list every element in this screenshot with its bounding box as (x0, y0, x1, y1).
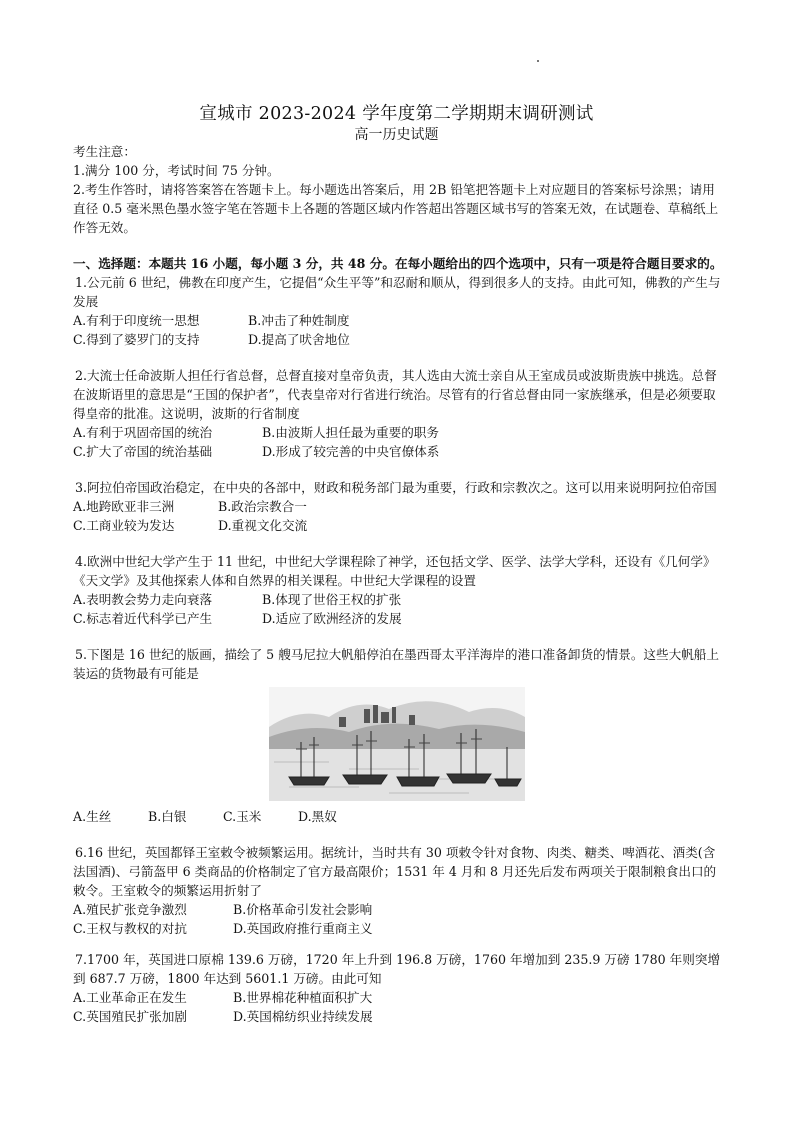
question-7-option-b: B.世界棉花种植面积扩大 (233, 990, 373, 1005)
question-2-option-a: A.有利于巩固帝国的统治 (73, 425, 213, 440)
question-5-stem: 5.下图是 16 世纪的版画，描绘了 5 艘马尼拉大帆船停泊在墨西哥太平洋海岸的港口准备卸货的情景。这些大帆船上装运的货物最有可能是 (73, 647, 719, 681)
question-5-option-c: C.玉米 (223, 809, 262, 824)
galleon-engraving-image (269, 687, 525, 801)
question-2-options-row-2 (73, 442, 725, 461)
question-6-stem: 6.16 世纪，英国都铎王室敕令被频繁运用。据统计，当时共有 30 项敕令针对食物、肉类、糖类、啤酒花、酒类(含法国酒)、弓箭盔甲 6 类商品的价格制定了官方最高限价；1531 年 4 月和 8 月还先后发布两项关于限制粮食出口的敕令。王室敕令的频繁运用折射了 (73, 845, 717, 898)
question-4-options-row-2 (73, 609, 725, 628)
question-4-option-a: A.表明教会势力走向衰落 (73, 592, 213, 607)
section-1-heading: 一、选择题：本题共 16 小题，每小题 3 分，共 48 分。在每小题给出的四个选项中，只有一项是符合题目要求的。 (73, 256, 723, 271)
question-1-option-c: C.得到了婆罗门的支持 (73, 332, 200, 347)
question-6-option-d: D.英国政府推行重商主义 (233, 921, 373, 936)
question-5-option-b: B.白银 (148, 809, 187, 824)
page-subtitle: 高一历史试题 (354, 127, 439, 143)
question-3-stem: 3.阿拉伯帝国政治稳定，在中央的各部中，财政和税务部门最为重要，行政和宗教次之。这可以用来说明阿拉伯帝国 (75, 480, 717, 495)
question-4-stem: 4.欧洲中世纪大学产生于 11 世纪，中世纪大学课程除了神学，还包括文学、医学、法学大学科，还设有《几何学》《天文学》及其他探索人体和自然界的相关课程。中世纪大学课程的设置 (73, 554, 716, 588)
question-5-options-row (73, 807, 725, 826)
notice-item-2: 2.考生作答时，请将答案答在答题卡上。每小题选出答案后，用 2B 铅笔把答题卡上对应题目的答案标号涂黑；请用直径 0.5 毫米黑色墨水签字笔在答题卡上各题的答题区域内作答超出答题区域书写的答案无效，在试题卷、草稿纸上作答无效。 (73, 182, 719, 235)
question-6-option-a: A.殖民扩张竞争激烈 (73, 902, 187, 917)
scan-speck (537, 60, 539, 62)
question-1-option-b: B.冲击了种姓制度 (248, 313, 350, 328)
question-7-option-d: D.英国棉纺织业持续发展 (233, 1009, 373, 1024)
exam-content (73, 142, 725, 1026)
question-3-option-a: A.地跨欧亚非三洲 (73, 499, 175, 514)
question-2-option-c: C.扩大了帝国的统治基础 (73, 444, 213, 459)
question-3-option-c: C.工商业较为发达 (73, 518, 175, 533)
question-5-option-d: D.黑奴 (298, 809, 337, 824)
question-7-options-row-2 (73, 1007, 725, 1026)
question-7-option-c: C.英国殖民扩张加剧 (73, 1009, 187, 1024)
question-1-stem: 1.公元前 6 世纪，佛教在印度产生，它提倡“众生平等”和忍耐和顺从，得到很多人的支持。由此可知，佛教的产生与发展 (73, 275, 721, 309)
question-6-option-b: B.价格革命引发社会影响 (233, 902, 373, 917)
notice-label: 考生注意： (73, 144, 136, 159)
question-5-option-a: A.生丝 (73, 809, 112, 824)
question-3-options-row-2 (73, 516, 725, 535)
question-7-options-row-1 (73, 988, 725, 1007)
notice-item-1: 1.满分 100 分，考试时间 75 分钟。 (73, 163, 280, 178)
question-7-stem: 7.1700 年，英国进口原棉 139.6 万磅，1720 年上升到 196.8 万磅，1760 年增加到 235.9 万磅 1780 年则突增到 687.7 万磅，1800 年达到 5601.1 万磅。由此可知 (73, 952, 721, 986)
question-1-options-row-1 (73, 311, 725, 330)
question-7-option-a: A.工业革命正在发生 (73, 990, 187, 1005)
question-4-options-row-1 (73, 590, 725, 609)
question-4-option-c: C.标志着近代科学已产生 (73, 611, 213, 626)
question-1-options-row-2 (73, 330, 725, 349)
question-6-option-c: C.王权与教权的对抗 (73, 921, 187, 936)
page-title: 宣城市 2023-2024 学年度第二学期期末调研测试 (199, 104, 594, 124)
question-2-option-b: B.由波斯人担任最为重要的职务 (262, 425, 439, 440)
question-4-option-b: B.体现了世俗王权的扩张 (262, 592, 402, 607)
question-3-options-row-1 (73, 497, 725, 516)
question-3-option-d: D.重视文化交流 (218, 518, 308, 533)
question-3-option-b: B.政治宗教合一 (218, 499, 307, 514)
question-2-option-d: D.形成了较完善的中央官僚体系 (262, 444, 440, 459)
question-2-stem: 2.大流士任命波斯人担任行省总督，总督直接对皇帝负责，其人选由大流士亲自从王室成员或波斯贵族中挑选。总督在波斯语里的意思是“王国的保护者”，代表皇帝对行省进行统治。尽管有的行省总督由同一家族继承，但是必须要取得皇帝的批准。这说明，波斯的行省制度 (73, 368, 717, 421)
question-1-option-a: A.有利于印度统一思想 (73, 313, 200, 328)
question-6-options-row-1 (73, 900, 725, 919)
question-2-options-row-1 (73, 423, 725, 442)
question-1-option-d: D.提高了吠舍地位 (248, 332, 350, 347)
question-4-option-d: D.适应了欧洲经济的发展 (262, 611, 402, 626)
question-6-options-row-2 (73, 919, 725, 938)
